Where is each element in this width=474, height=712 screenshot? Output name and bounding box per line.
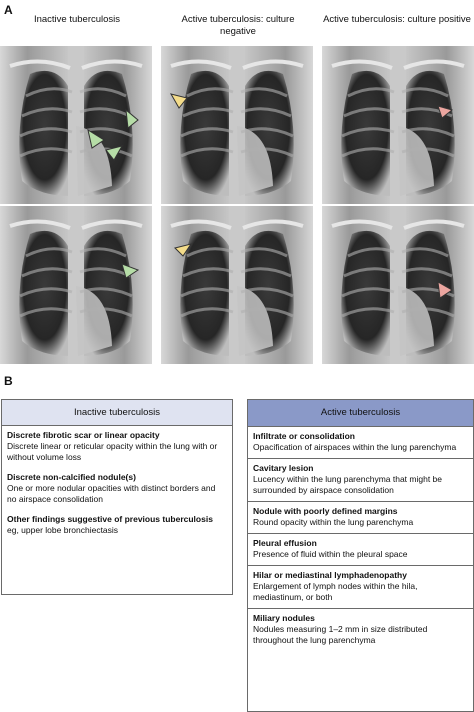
xray-inactive-1 <box>0 46 152 204</box>
active-item-title: Cavitary lesion <box>253 463 314 473</box>
active-item <box>248 609 473 651</box>
inactive-item-desc: One or more nodular opacities with distinct borders and no airspace consolidation <box>7 483 216 504</box>
column-title-inactive: Inactive tuberculosis <box>33 14 121 25</box>
active-item <box>248 566 473 609</box>
active-item-desc: Opacification of airspaces within the lung parenchyma <box>253 442 457 452</box>
inactive-item-desc: eg, upper lobe bronchiectasis <box>7 525 119 535</box>
active-item <box>248 459 473 502</box>
active-item <box>248 427 473 459</box>
inactive-item <box>2 426 232 468</box>
active-box-title: Active tuberculosis <box>248 400 473 427</box>
panel-a-label: A <box>4 3 13 17</box>
inactive-item-desc: Discrete linear or reticular opacity within the lung with or without volume loss <box>7 441 218 462</box>
inactive-item-title: Discrete non-calcified nodule(s) <box>7 472 136 482</box>
active-item-title: Pleural effusion <box>253 538 317 548</box>
active-item-desc: Lucency within the lung parenchyma that might be surrounded by airspace consolidation <box>253 474 443 495</box>
active-item <box>248 502 473 534</box>
xray-culture-negative-2 <box>161 206 313 364</box>
column-title-culture-positive: Active tuberculosis: culture positive <box>323 14 471 25</box>
xray-culture-positive-1 <box>322 46 474 204</box>
active-criteria-box <box>247 399 474 712</box>
active-item-title: Hilar or mediastinal lymphadenopathy <box>253 570 407 580</box>
active-item-desc: Enlargement of lymph nodes within the hila, mediastinum, or both <box>253 581 418 602</box>
active-item-desc: Round opacity within the lung parenchyma <box>253 517 414 527</box>
panel-b-label: B <box>4 374 13 388</box>
xray-culture-positive-2 <box>322 206 474 364</box>
inactive-item-title: Discrete fibrotic scar or linear opacity <box>7 430 160 440</box>
xray-inactive-2 <box>0 206 152 364</box>
active-item-desc: Nodules measuring 1–2 mm in size distributed throughout the lung parenchyma <box>253 624 428 645</box>
active-item-title: Miliary nodules <box>253 613 315 623</box>
column-title-culture-negative: Active tuberculosis: culture negative <box>181 14 295 37</box>
inactive-item-title: Other findings suggestive of previous tuberculosis <box>7 514 213 524</box>
xray-culture-negative-1 <box>161 46 313 204</box>
inactive-item <box>2 468 232 510</box>
inactive-criteria-box <box>1 399 233 595</box>
inactive-item <box>2 510 232 541</box>
active-item-desc: Presence of fluid within the pleural space <box>253 549 408 559</box>
active-item <box>248 534 473 566</box>
active-item-title: Infiltrate or consolidation <box>253 431 356 441</box>
active-item-title: Nodule with poorly defined margins <box>253 506 398 516</box>
inactive-box-title: Inactive tuberculosis <box>2 400 232 426</box>
